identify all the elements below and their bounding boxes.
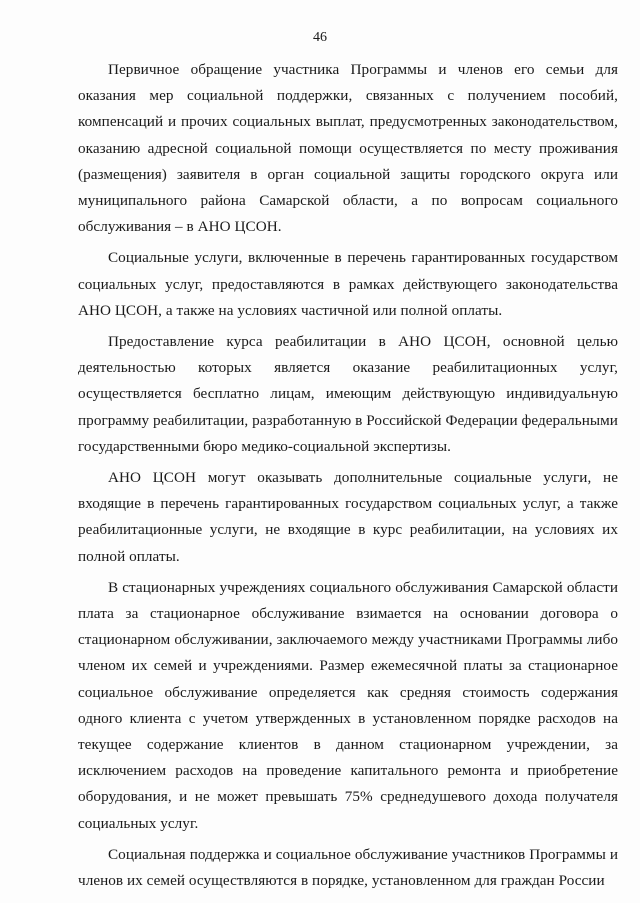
- paragraph-social-support: Социальная поддержка и социальное обслуживание участников Программы и членов их семей осуществляются в порядке, установленном для граждан России: [78, 845, 618, 890]
- paragraph-inpatient-fees: В стационарных учреждениях социального обслуживания Самарской области плата за стационарное обслуживание взимается на основании договора о стационарном обслуживании, заключаемого между участниками Программы либо членом их семей и учреждениями. Размер ежемесячной платы за стационарное социальное обслуживание определяется как средняя стоимость содержания одного клиента с учетом утвержденных в установленном порядке расходов на текущее содержание клиентов в данном стационарном учреждении, за исключением расходов на проведение капитального ремонта и приобретение оборудования, и не может превышать 75% среднедушевого дохода получателя социальных услуг.: [78, 578, 618, 832]
- document-body: [78, 57, 618, 894]
- paragraph-rehabilitation-course: Предоставление курса реабилитации в АНО ЦСОН, основной целью деятельностью которых является оказание реабилитационных услуг, осуществляется бесплатно лицам, имеющим действующую индивидуальную программу реабилитации, разработанную в Российской Федерации федеральными государственными бюро медико-социальной экспертизы.: [78, 333, 618, 455]
- paragraph-initial-appeal: Первичное обращение участника Программы и членов его семьи для оказания мер социальной поддержки, связанных с получением пособий, компенсаций и прочих социальных выплат, предусмотренных законодательством, оказанию адресной социальной помощи осуществляется по месту проживания (размещения) заявителя в орган социальной защиты городского округа или муниципального района Самарской области, а по вопросам социального обслуживания – в АНО ЦСОН.: [78, 61, 618, 236]
- paragraph-guaranteed-services: Социальные услуги, включенные в перечень гарантированных государством социальных услуг, предоставляются в рамках действующего законодательства АНО ЦСОН, а также на условиях частичной или полной оплаты.: [78, 249, 618, 319]
- page-number: 46: [313, 30, 327, 45]
- paragraph-additional-services: АНО ЦСОН могут оказывать дополнительные социальные услуги, не входящие в перечень гарантированных государством социальных услуг, а также реабилитационные услуги, не входящие в курс реабилитации, на условиях их полной оплаты.: [78, 469, 618, 565]
